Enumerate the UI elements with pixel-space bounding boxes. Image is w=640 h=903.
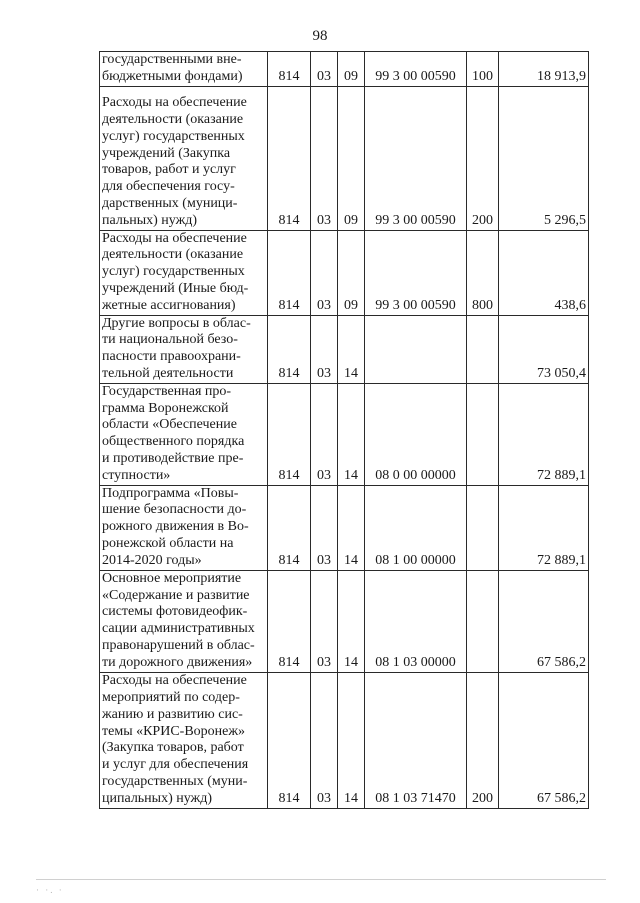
- row-vr-cell: [467, 86, 499, 230]
- row-pr-text: 14: [344, 654, 358, 670]
- row-ved-cell: [268, 485, 311, 570]
- row-csr-cell: [365, 86, 467, 230]
- row-csr-cell: [365, 383, 467, 485]
- budget-table-body: [100, 52, 589, 809]
- row-rz-text: 03: [317, 654, 331, 670]
- table-row: [100, 230, 589, 315]
- row-csr-cell: [365, 315, 467, 383]
- row-csr-text: 08 0 00 00000: [375, 467, 456, 483]
- row-name-cell: [100, 570, 268, 672]
- row-csr-cell: [365, 570, 467, 672]
- row-rz-text: 03: [317, 552, 331, 568]
- row-rz-cell: [311, 52, 338, 87]
- row-vr-cell: [467, 570, 499, 672]
- row-pr-cell: [338, 672, 365, 808]
- row-vr-text: 800: [472, 297, 493, 313]
- row-sum-text: 67 586,2: [537, 790, 586, 806]
- row-pr-text: 14: [344, 365, 358, 381]
- row-ved-text: 814: [278, 68, 300, 84]
- row-ved-text: 814: [278, 365, 300, 381]
- page-bottom-rule: [36, 879, 606, 880]
- row-rz-text: 03: [317, 297, 331, 313]
- row-rz-cell: [311, 485, 338, 570]
- row-csr-text: 08 1 00 00000: [375, 552, 456, 568]
- row-ved-cell: [268, 230, 311, 315]
- row-vr-text: 200: [472, 790, 493, 806]
- row-name-cell: [100, 672, 268, 808]
- row-sum-cell: [499, 315, 589, 383]
- row-csr-text: 08 1 03 71470: [375, 790, 456, 806]
- row-pr-cell: [338, 570, 365, 672]
- row-sum-text: 72 889,1: [537, 467, 586, 483]
- row-rz-cell: [311, 315, 338, 383]
- row-pr-cell: [338, 485, 365, 570]
- row-name-cell: [100, 485, 268, 570]
- table-row: [100, 86, 589, 230]
- row-sum-text: 72 889,1: [537, 552, 586, 568]
- row-ved-cell: [268, 672, 311, 808]
- row-rz-cell: [311, 86, 338, 230]
- row-ved-cell: [268, 570, 311, 672]
- row-rz-cell: [311, 672, 338, 808]
- row-sum-cell: [499, 570, 589, 672]
- row-sum-cell: [499, 230, 589, 315]
- row-vr-cell: [467, 383, 499, 485]
- row-sum-text: 18 913,9: [537, 68, 586, 84]
- table-row: [100, 570, 589, 672]
- row-pr-text: 09: [344, 297, 358, 313]
- row-name-text: Другие вопросы в облас- ти национальной безо- пасности правоохрани- тельной деятельности: [102, 315, 251, 381]
- row-ved-text: 814: [278, 790, 300, 806]
- row-rz-text: 03: [317, 365, 331, 381]
- row-ved-text: 814: [278, 212, 300, 228]
- row-rz-text: 03: [317, 467, 331, 483]
- row-name-cell: [100, 315, 268, 383]
- row-rz-cell: [311, 570, 338, 672]
- table-row: [100, 315, 589, 383]
- row-vr-cell: [467, 230, 499, 315]
- table-row: [100, 485, 589, 570]
- row-name-cell: [100, 230, 268, 315]
- row-pr-cell: [338, 86, 365, 230]
- row-vr-text: 200: [472, 212, 493, 228]
- row-pr-text: 14: [344, 552, 358, 568]
- row-name-text: Подпрограмма «Повы- шение безопасности до- рожного движения в Во- ронежской области на 2014-2020 годы»: [102, 485, 249, 568]
- budget-table: [99, 51, 589, 809]
- row-sum-text: 438,6: [554, 297, 586, 313]
- row-name-text: Государственная про- грамма Воронежской области «Обеспечение общественного порядка и противодействие пре- ступности»: [102, 383, 245, 483]
- row-ved-text: 814: [278, 297, 300, 313]
- row-sum-cell: [499, 52, 589, 87]
- row-rz-cell: [311, 230, 338, 315]
- page-number: 98: [312, 28, 328, 44]
- row-vr-cell: [467, 485, 499, 570]
- row-csr-cell: [365, 52, 467, 87]
- row-csr-text: 08 1 03 00000: [375, 654, 456, 670]
- row-rz-text: 03: [317, 68, 331, 84]
- row-sum-cell: [499, 485, 589, 570]
- table-row: [100, 52, 589, 87]
- row-rz-text: 03: [317, 212, 331, 228]
- row-csr-text: 99 3 00 00590: [375, 297, 456, 313]
- row-vr-cell: [467, 315, 499, 383]
- table-row: [100, 672, 589, 808]
- scan-artifact-mark: · ·. ·: [36, 885, 64, 895]
- row-pr-text: 14: [344, 467, 358, 483]
- row-sum-text: 67 586,2: [537, 654, 586, 670]
- row-rz-cell: [311, 383, 338, 485]
- row-vr-cell: [467, 672, 499, 808]
- row-ved-text: 814: [278, 654, 300, 670]
- row-pr-cell: [338, 315, 365, 383]
- row-pr-text: 09: [344, 212, 358, 228]
- row-pr-text: 09: [344, 68, 358, 84]
- row-csr-text: 99 3 00 00590: [375, 68, 456, 84]
- row-sum-cell: [499, 672, 589, 808]
- row-name-text: Расходы на обеспечение деятельности (оказание услуг) государственных учреждений (Иные бюд- жетные ассигнования): [102, 230, 249, 313]
- row-pr-cell: [338, 52, 365, 87]
- row-pr-text: 14: [344, 790, 358, 806]
- row-rz-text: 03: [317, 790, 331, 806]
- row-vr-cell: [467, 52, 499, 87]
- row-ved-cell: [268, 383, 311, 485]
- row-pr-cell: [338, 383, 365, 485]
- row-name-text: Расходы на обеспечение деятельности (оказание услуг) государственных учреждений (Закупка товаров, работ и услуг для обеспечения госу- дарственных (муници- пальных) нужд): [102, 95, 247, 228]
- row-name-text: Основное мероприятие «Содержание и развитие системы фотовидеофик- сации административных правонарушений в облас- ти дорожного движения»: [102, 570, 255, 670]
- row-name-cell: [100, 86, 268, 230]
- row-ved-cell: [268, 86, 311, 230]
- row-pr-cell: [338, 230, 365, 315]
- row-sum-text: 5 296,5: [544, 212, 586, 228]
- row-name-cell: [100, 52, 268, 87]
- row-ved-cell: [268, 315, 311, 383]
- row-csr-cell: [365, 230, 467, 315]
- row-sum-cell: [499, 86, 589, 230]
- row-csr-cell: [365, 672, 467, 808]
- row-csr-text: 99 3 00 00590: [375, 212, 456, 228]
- table-row: [100, 383, 589, 485]
- row-name-text: государственными вне- бюджетными фондами): [102, 52, 243, 84]
- row-name-cell: [100, 383, 268, 485]
- row-vr-text: 100: [472, 68, 493, 84]
- row-name-text: Расходы на обеспечение мероприятий по содер- жанию и развитию сис- темы «КРИС-Воронеж» (Закупка товаров, работ и услуг для обеспечения государственных (муни- ципальных) нужд): [102, 673, 249, 806]
- row-csr-cell: [365, 485, 467, 570]
- row-ved-cell: [268, 52, 311, 87]
- row-ved-text: 814: [278, 552, 300, 568]
- row-sum-text: 73 050,4: [537, 365, 586, 381]
- row-ved-text: 814: [278, 467, 300, 483]
- row-sum-cell: [499, 383, 589, 485]
